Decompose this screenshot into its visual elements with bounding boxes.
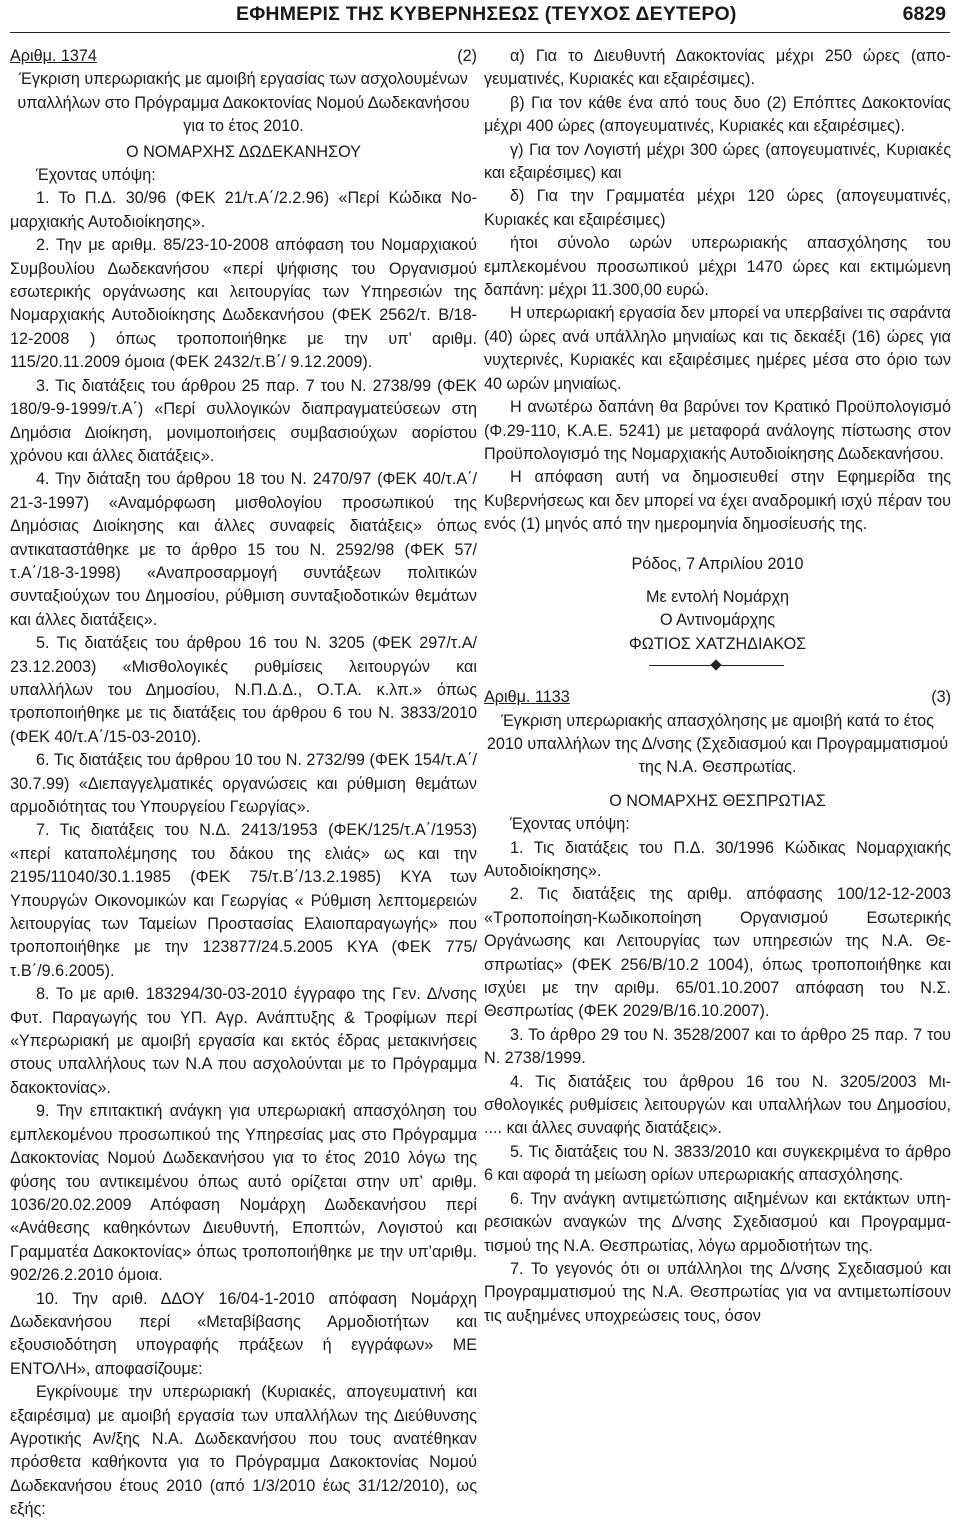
decision-2-item: 1. Τις διατάξεις του Π.Δ. 30/1996 Κώδικας Νομαρχιακής Αυτοδιοίκησης». — [484, 838, 951, 880]
decision-1-closing: Η ανωτέρω δαπάνη θα βαρύνει τον Κρατικό Προϋπολογισμό (Φ.29-110, Κ.Α.Ε. 5241) με μεταφορά ανάλογης πίστωσης στον Προϋπολογισμό της Νομαρχιακής Αυτοδιοίκησης Δωδεκανήσου. — [484, 398, 951, 463]
decision-2-number: Αριθμ. 1133 — [484, 688, 570, 707]
page-header — [0, 0, 960, 40]
decision-1-item: 1. Το Π.Δ. 30/96 (ΦΕΚ 21/τ.Α΄/2.2.96) «Περί Κώδικα Νομαρχιακής Αυτοδιοίκησης». — [10, 189, 477, 231]
decision-1-closing: Η υπερωριακή εργασία δεν μπορεί να υπερβαίνει τις σαράντα (40) ώρες ανά υπάλληλο μηνιαίως και τις δεκαέξι (16) ώρες για νυχτερινές, Κυριακές και εξαιρέσιμες ημέρες μέσα στο όριο των 40 ωρών μηνιαίως. — [484, 304, 951, 393]
section-divider — [484, 658, 951, 672]
decision-1-total: ήτοι σύνολο ωρών υπερωριακής απασχόλησης του εμπλεκομένου προσωπικού μέχρι 1470 ώρες και εκτιμώμενη δαπάνη: μέχρι 11.300,00 ευρώ. — [484, 234, 951, 300]
decision-1-seq: (2) — [457, 47, 477, 65]
decision-1-item: 10. Την αριθ. ΔΔΟΥ 16/04-1-2010 απόφαση Νομάρχη Δωδεκανήσου περί «Μεταβίβασης Αρμοδιοτήτων και εξουσιοδότηση υπογραφής πράξεων ή εγγράφων» ΜΕ ΕΝΤΟΛΗ», αποφασίζουμε: — [10, 1289, 477, 1378]
decision-2-seq: (3) — [931, 688, 951, 707]
decision-1-allocation: α) Για το Διευθυντή Δακοκτονίας μέχρι 250 ώρες (απογευματινές, Κυριακές και εξαιρέσιμες). — [484, 47, 951, 89]
right-column — [484, 45, 951, 1328]
decision-1-signature: Με εντολή Νομάρχη — [645, 587, 790, 606]
header-rule — [10, 32, 950, 33]
diamond-icon — [710, 659, 721, 670]
decision-2-considering: Έχοντας υπόψη: — [510, 815, 630, 834]
decision-1-item: 7. Τις διατάξεις του Ν.Δ. 2413/1953 (ΦΕΚ/125/τ.Α΄/1953) «περί καταπολέμησης του δάκου της ελιάς» ως και την 2195/11040/30.1.1985 (ΦΕΚ 75/τ.Β΄/13.2.1985) ΚΥΑ των Υπουργών Οικονομικών και Γεωργίας « Ρύθμιση λεπτομερειών λειτουργίας των Ταμείων Προστασίας Ελαιοπαραγωγής» που τροποποιήθηκε με την 123877/24.5.2005 ΚΥΑ (ΦΕΚ 775/τ.Β΄/9.6.2005). — [10, 821, 477, 980]
decision-1-allocation: γ) Για τον Λογιστή μέχρι 300 ώρες (απογευματινές, Κυριακές και εξαιρέσιμες) και — [484, 140, 951, 183]
decision-1-authority: Ο ΝΟΜΑΡΧΗΣ ΔΩΔΕΚΑΝΗΣΟΥ — [126, 142, 361, 161]
decision-1-allocation: β) Για τον κάθε ένα από τους δυο (2) Επόπτες Δακοκτονίας μέχρι 400 ώρες (απογευματινές, Κυριακές και εξαιρέσιμες). — [484, 93, 951, 136]
decision-1-place-date: Ρόδος, 7 Απριλίου 2010 — [631, 554, 804, 573]
decision-1-item: 4. Την διάταξη του άρθρου 18 του Ν. 2470/97 (ΦΕΚ 40/τ.Α΄/ 21-3-1997) «Αναμόρφωση μισθολογίου προσωπικού της Δημόσιας Διοίκησης και άλλες συναφείς διατάξεις» όπως αντικαταστάθηκε με το άρθρο 15 του Ν. 2592/98 (ΦΕΚ 57/τ.Α΄/18-3-1998) «Αναπροσαρμογή συντάξεων πολιτικών συνταξιούχων του Δημοσίου, ρύθμιση συνταξιοδοτικών θεμάτων και άλλες διατάξεις». — [10, 470, 477, 629]
decision-1-item: 3. Τις διατάξεις του άρθρου 25 παρ. 7 του Ν. 2738/99 (ΦΕΚ 180/9-9-1999/τ.Α΄) «Περί συλλογικών διαπραγματεύσεων στη Δημόσια Διοίκηση, μονιμοποιήσεις συμβασιούχων αορίστου χρόνου και άλλες διατάξεις». — [10, 376, 477, 465]
decision-1-item: 9. Την επιτακτική ανάγκη για υπερωριακή απασχόληση του εμπλεκομένου προσωπικού της Υπηρεσίας μας στο Πρόγραμμα Δακοκτονίας Νομού Δωδεκανήσου για το έτος 2010 λόγω της φύσης του αντικειμένου όπως αυτό ορίζεται στην υπ’ αριθμ. 1036/20.02.2009 Απόφαση Νομάρχη Δωδεκανήσου περί «Ανάθεσης καθηκόντων Διευθυντή, Εποπτών, Λογιστού και Γραμματέα Δακοκτονίας» όπως τροποποιήθηκε με την υπ’αριθμ. 902/26.2.2010 όμοια. — [10, 1102, 477, 1285]
decision-1-item: 8. Το με αριθ. 183294/30-03-2010 έγγραφο της Γεν. Δ/νσης Φυτ. Παραγωγής του ΥΠ. Αγρ. Ανάπτυξης & Τροφίμων περί «Υπερωριακή με αμοιβή εργασία και εκτός έδρας μετακινήσεις στους υπαλλήλους των Ν.Α που ασχολούνται με το Πρόγραμμα δακοκτονίας». — [10, 985, 477, 1097]
left-column — [10, 45, 477, 1522]
decision-1-closing: Η απόφαση αυτή να δημοσιευθεί στην Εφημερίδα της Κυβερνήσεως και δεν μπορεί να έχει αναδρομική ισχύ πέραν του ενός (1) μηνός από την ημερομηνία δημοσίευσής της. — [484, 468, 951, 534]
page-number: 6829 — [902, 3, 946, 25]
decision-2-authority: Ο ΝΟΜΑΡΧΗΣ ΘΕΣΠΡΩΤΙΑΣ — [609, 791, 826, 810]
decision-1-header — [10, 45, 477, 68]
decision-2-item: 2. Τις διατάξεις της αριθμ. απόφασης 100/12-12-2003 «Τροποποίηση-Κωδικοποίηση Οργανισμού Εσωτερικής Οργάνωσης και Λειτουργίας των υπηρεσιών της Ν.Α. Θεσπρωτίας» (ΦΕΚ 256/Β/10.2 1004), όπως τροποποιήθηκε και ισχύει με την αριθμ. 65/01.10.2007 απόφαση του Ν.Σ. Θεσπρωτίας (ΦΕΚ 2029/Β/16.10.2007). — [484, 885, 951, 1021]
decision-2-title: Έγκριση υπερωριακής απασχόλησης με αμοιβή κατά το έτος 2010 υπαλλήλων της Δ/νσης (Σχεδιασμού και Προγραμματισμού της Ν.Α. Θεσπρωτίας. — [486, 711, 949, 777]
decision-1-item: 5. Τις διατάξεις του άρθρου 16 του Ν. 3205 (ΦΕΚ 297/τ.Α/ 23.12.2003) «Μισθολογικές ρυθμίσεις λειτουργών και υπαλλήλων του Δημοσίου, Ν.Π.Δ.Δ., Ο.Τ.Α. κ.λπ.» όπως τροποποιήθηκε με τις διατάξεις του άρθρου 6 του Ν. 3833/2010 (ΦΕΚ 40/τ.Α΄/15-03-2010). — [10, 634, 477, 746]
decision-2-item: 3. Το άρθρο 29 του Ν. 3528/2007 και το άρθρο 25 παρ. 7 του Ν. 2738/1999. — [484, 1025, 951, 1068]
decision-2-item: 6. Την ανάγκη αντιμετώπισης αιξημένων και εκτάκτων υπηρεσιακών αναγκών της Δ/νσης Σχεδιασμού και Προγραμματισμού της Ν.Α. Θεσπρωτίας, λόγω αρμοδιοτήτων της. — [484, 1189, 951, 1255]
decision-1-allocation: δ) Για την Γραμματέα μέχρι 120 ώρες (απογευματινές, Κυριακές και εξαιρέσιμες) — [484, 187, 951, 229]
decision-2-header — [484, 686, 951, 709]
decision-1-considering: Έχοντας υπόψη: — [36, 166, 156, 185]
gazette-title: ΕΦΗΜΕΡΙΣ ΤΗΣ ΚΥΒΕΡΝΗΣΕΩΣ (ΤΕΥΧΟΣ ΔΕΥΤΕΡΟ) — [236, 3, 737, 25]
decision-1-title: Έγκριση υπερωριακής με αμοιβή εργασίας των ασχολουμένων υπαλλήλων στο Πρόγραμμα Δακοκτονίας Νομού Δωδεκανήσου για το έτος 2010. — [17, 70, 470, 136]
decision-2-item: 7. Το γεγονός ότι οι υπάλληλοι της Δ/νσης Σχεδιασμού και Προγραμματισμού της Ν.Α. Θεσπρωτίας για να αντιμετωπίσουν τις αυξημένες υποχρεώσεις τους, όσον — [484, 1259, 951, 1325]
decision-1-item: 2. Την με αριθμ. 85/23-10-2008 απόφαση του Νομαρχιακού Συμβουλίου Δωδεκανήσου «περί ψήφισης του Οργανισμού εσωτερικής οργάνωσης και λειτουργίας των Υπηρεσιών της Νομαρχιακής Αυτοδιοίκησης Δωδεκανήσου (ΦΕΚ 2562/τ. Β/18-12-2008 ) όπως τροποποιήθηκε με την υπ’ αριθμ. 115/20.11.2009 όμοια (ΦΕΚ 2432/τ.Β΄/ 9.12.2009). — [10, 236, 477, 372]
decision-2-item: 5. Τις διατάξεις του Ν. 3833/2010 και συγκεκριμένα το άρθρο 6 και αφορά τη μείωση ορίων υπερωριακής απασχόλησης. — [484, 1142, 951, 1185]
decision-1-item: 6. Τις διατάξεις του άρθρου 10 του Ν. 2732/99 (ΦΕΚ 154/τ.Α΄/ 30.7.99) «Διεπαγγελματικές οργανώσεις και ρύθμιση θεμάτων αρμοδιότητας του Υπουργείου Γεωργίας». — [10, 751, 477, 816]
decision-1-number: Αριθμ. 1374 — [10, 47, 97, 65]
decision-1-intro: Εγκρίνουμε την υπερωριακή (Κυριακές, απογευματινή και εξαιρέσιμα) με αμοιβή εργασία των υπαλλήλων της Διεύθυνσης Αγροτικής Αν/ξης Ν.Α. Δωδεκανήσου που τους ανατέθηκαν πρόσθετα καθήκοντα για το Πρόγραμμα Δακοκτονίας Νομού Δωδεκανήσου έτους 2010 (από 1/3/2010 έως 31/12/2010), ως εξής: — [10, 1383, 477, 1519]
decision-1-signature: Ο Αντινομάρχης — [659, 611, 776, 630]
decision-1-signature: ΦΩΤΙΟΣ ΧΑΤΖΗΔΙΑΚΟΣ — [628, 634, 807, 653]
decision-2-item: 4. Τις διατάξεις του άρθρου 16 του Ν. 3205/2003 Μισθολογικές ρυθμίσεις λειτουργών και υπαλλήλων του Δημοσίου, .... και άλλες συναφής διατάξεις». — [484, 1072, 951, 1138]
